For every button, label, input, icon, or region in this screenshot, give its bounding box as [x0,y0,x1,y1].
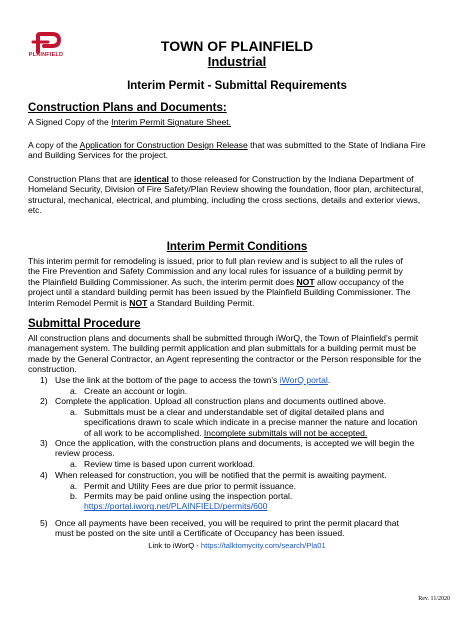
construction-heading: Construction Plans and Documents: [28,102,227,114]
step-3-number: 3) [40,438,48,448]
step-3: Once the application, with the construction plans and documents, is accepted we will begin the review process. [55,438,415,459]
step-2: Complete the application. Upload all construction plans and documents outlined above. [55,396,387,406]
step-1-number: 1) [40,375,48,385]
iworq-portal-link[interactable]: iWorQ portal [279,375,328,385]
step-5-number: 5) [40,518,48,528]
iworq-footer-link[interactable]: https://talktomycity.com/search/Pla01 [200,541,326,550]
step-1: Use the link at the bottom of the page to access the town's iWorQ portal. [55,375,331,385]
design-release-paragraph: A copy of the Application for Construction Design Release that was submitted to the State of Indiana Fire and Building Services for the project. [28,140,426,161]
category-title: Industrial [207,54,267,69]
step-1a-letter: a. [70,386,78,396]
revision-date: Rev. 11/2020 [418,596,450,602]
logo-text: PLAINFIELD [28,52,64,58]
step-2-number: 2) [40,396,48,406]
step-4-number: 4) [40,470,48,480]
step-4b-letter: b. [70,491,78,501]
step-4: When released for construction, you will be notified that the permit is awaiting payment. [55,470,387,480]
interim-conditions-paragraph: This interim permit for remodeling is issued, prior to full plan review and is subject to all the rules of the Fire Prevention and Safety Commission and any local rules for issuance of a building permit by the Plainfield Building Commissioner. As such, the interim permit does NOT allow occupancy of the project until a standard building permit has been issued by the Plainfield Building Commissioner. The Interim Remodel Permit is NOT a Standard Building Permit. [28,256,411,308]
design-release-link[interactable]: Application for Construction Design Release [79,140,248,150]
signed-copy-paragraph: A Signed Copy of the Interim Permit Signature Sheet. [28,117,232,127]
submittal-intro: All construction plans and documents shall be submitted through iWorQ, the Town of Plainfield's permit management system. The building permit application and plan submittals for a building permit must be made by the General Contractor, an Agent representing the contractor or the Person responsible for the construction. [28,333,422,375]
iworq-footer: Link to iWorQ - https://talktomycity.com/search/Pla01 [148,541,326,550]
step-4a: Permit and Utility Fees are due prior to permit issuance. [84,481,297,491]
inspection-portal-link[interactable]: https://portal.iworq.net/PLAINFIELD/permits/600 [84,501,268,512]
construction-plans-paragraph: Construction Plans that are identical to those released for Construction by the Indiana Department of Homeland Security, Division of Fire Safety/Plan Review showing the foundation, floor plan, architectural, structural, mechanical, electrical, and plumbing, including the cross sections, details and exterior views, etc. [28,174,424,216]
step-4a-letter: a. [70,481,78,491]
step-4b: Permits may be paid online using the inspection portal. https://portal.iworq.net/PLAINFIELD/permits/600 [84,491,454,512]
step-5: Once all payments have been received, you will be required to print the permit placard that must be posted on the site until a Certificate of Occupancy has been issued. [55,518,399,539]
step-3a-letter: a. [70,459,78,469]
interim-conditions-heading: Interim Permit Conditions [166,241,308,253]
signature-sheet-link[interactable]: Interim Permit Signature Sheet. [111,117,232,127]
step-2a: Submittals must be a clear and understandable set of digital detailed plans and specifications drawn to scale which indicate in a precise manner the nature and location of all work to be accomplished. Incomplete submittals will not be accepted. [84,407,418,438]
step-2a-letter: a. [70,407,78,417]
town-title: TOWN OF PLAINFIELD [160,38,314,54]
document-title: Interim Permit - Submittal Requirements [127,80,347,92]
step-3a: Review time is based upon current workload. [84,459,256,469]
step-1a: Create an account or login. [84,386,188,396]
submittal-heading: Submittal Procedure [28,318,141,330]
